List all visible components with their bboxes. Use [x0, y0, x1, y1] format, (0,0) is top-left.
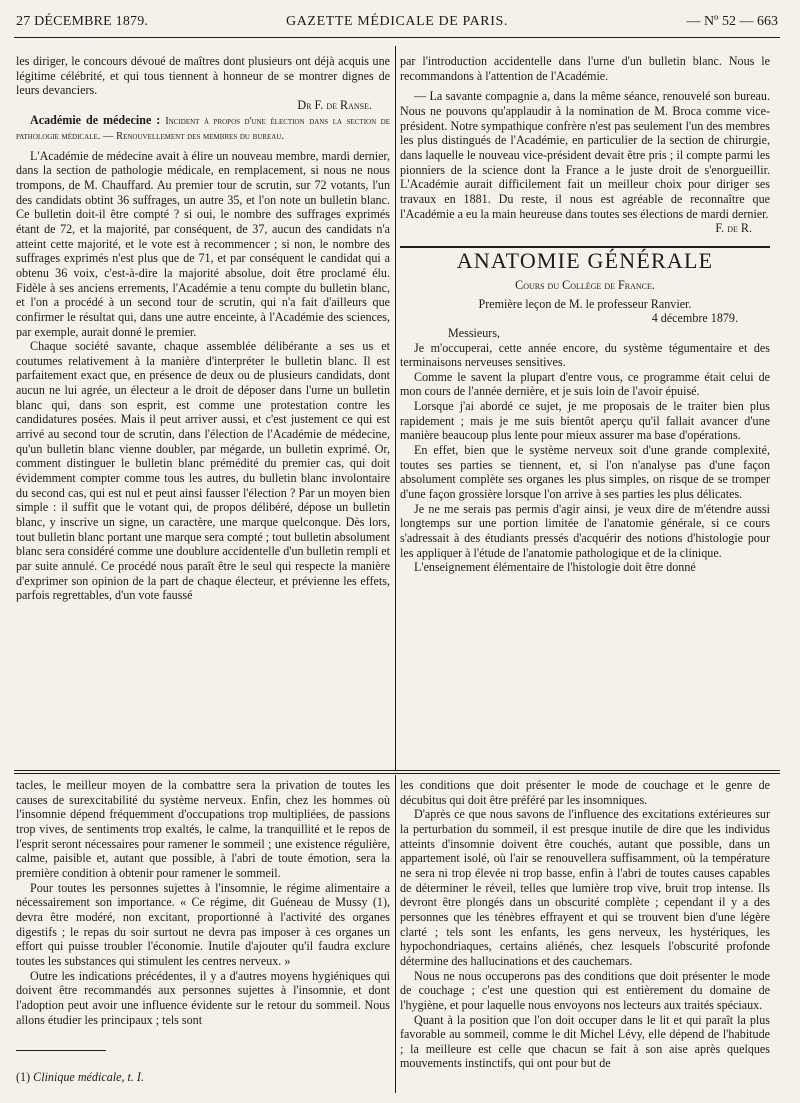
- paragraph: En effet, bien que le système nerveux soit d'une grande complexité, toutes ses parties se tiennent, et, si l'on n'analyse pas d'une façon absolument complète ses organes les plus simples, on risque de se tromper d'une façon grossière lorsque l'on arrive à ses parties les plus délicates.: [400, 443, 770, 502]
- paragraph: Comme le savent la plupart d'entre vous, ce programme était celui de mon cours de l'année dernière, et je suis loin de l'avoir épuisé.: [400, 369, 770, 399]
- paragraph: Je ne me serais pas permis d'agir ainsi, je veux dire de m'étendre aussi longtemps sur une portion limitée de l'anatomie générale, si ce cours s'adressait à des étudiants pressés d'acquérir des notions d'histologie pour les appliquer à l'étude de l'anatomie pathologique et de la clinique.: [400, 501, 770, 560]
- section-rule: [400, 246, 770, 248]
- footnote-rule: [16, 1050, 106, 1051]
- paragraph: tacles, le meilleur moyen de la combattre sera la privation de toutes les causes de surexcitabilité du système nerveux. Enfin, chez les hommes où l'insomnie dépend fréquemment d'occupations trop multipliées, de passions trop vives, de sentiments trop exaltés, le calme, la tranquillité et le repos de l'esprit seront nécessaires pour ramener le sommeil ; une existence régulière, calme, paisible et, autant que possible, à l'abri de toute émotion, sera la première condition à obtenir pour ramener le sommeil.: [16, 778, 390, 880]
- author-signature: F. de R.: [715, 221, 752, 236]
- left-column-top: [16, 54, 390, 768]
- page-number: — Nº 52 — 663: [686, 14, 778, 29]
- lecture-date: 4 décembre 1879.: [651, 311, 738, 326]
- issue-date: 27 DÉCEMBRE 1879.: [16, 14, 149, 29]
- salutation: Messieurs,: [448, 325, 501, 340]
- course-title: Cours du Collège de France.: [515, 277, 655, 292]
- right-column-bottom: [400, 778, 770, 1096]
- paragraph: Lorsque j'ai abordé ce sujet, je me proposais de le traiter bien plus rapidement ; mais je me suis bientôt aperçu qu'il fallait avancer d'une manière beaucoup plus lente pour mieux assurer ma base d'opérations.: [400, 399, 770, 443]
- paragraph: Je m'occuperai, cette année encore, du système tégumentaire et des terminaisons nerveuses sensitives.: [400, 340, 770, 370]
- column-divider: [395, 46, 396, 770]
- paragraph: Quant à la position que l'on doit occuper dans le lit et qui paraît la plus favorable au sommeil, comme le dit Michel Lévy, elle dépend de l'habitude ; la meilleure est celle que chacun se fait à son aise après quelques mouvements instinctifs, qui ont pour but de: [400, 1012, 770, 1071]
- left-column-bottom: [16, 778, 390, 1040]
- band-rule-upper: [14, 770, 780, 771]
- footnote: [16, 1070, 144, 1085]
- paragraph: D'après ce que nous savons de l'influence des excitations extérieures sur la perturbation du sommeil, il est presque inutile de dire que les individus atteints d'insomnie doivent être couchés, autant que possible, dans un appartement isolé, où l'air se renouvellera suffisamment, où la température ne sera ni trop élevée ni trop basse, enfin à l'abri de toutes causes capables de déterminer le réveil, telles que lumière trop vive, bruit trop intense. Ils devront être plongés dans un obscurité complète ; cependant il y a des personnes que les ténèbres effrayent et qui se trouvent bien d'une légère clarté ; tels sont les enfants, les gens nerveux, les hystériques, les hypochondriaques, certains aliénés, chez lesquels l'obscurité profonde détermine des hallucinations et des cauchemars.: [400, 807, 770, 968]
- paragraph: les conditions que doit présenter le mode de couchage et le genre de décubitus qui doit être préféré par les insomniques.: [400, 778, 770, 807]
- column-divider: [395, 775, 396, 1093]
- header-rule: [14, 37, 780, 38]
- paragraph: Chaque société savante, chaque assemblée délibérante a ses us et coutumes relativement à la manière d'interpréter le bulletin blanc. Il est parfaitement exact que, en présence de deux ou de plusieurs candidats, dont aucun ne lui agrée, un électeur a le droit de déposer dans l'urne un bulletin blanc qui, dans son esprit, est comme une protestation contre les candidatures posées. Mais il peut arriver aussi, et c'est justement ce qui est arrivé au second tour de scrutin, dans l'élection de l'Académie de médecine, qu'un bulletin blanc vienne doubler, par mégarde, un bulletin exprimé. Or, comment distinguer le bulletin blanc prémédité du premier cas, qui doit évidemment compter comme tous les autres, du bulletin blanc involontaire du second cas, qui est nul et peut ainsi fausser l'élection ? Par un moyen bien simple : il suffit que le votant qui, de propos délibéré, dépose un bulletin blanc, y inscrive un signe, un caractère, une marque quelconque. Dès lors, tout bulletin blanc portant une marque sera compté ; tout bulletin absolument blanc sera considéré comme une doublure accidentelle d'un bulletin rempli et par suite annulé. Ce procédé nous paraît être le seul qui respecte la manière d'exprimer son opinion de la part de chaque électeur, et prévienne les effets, parfois regrettables, d'un vote faussé: [16, 339, 390, 603]
- band-rule-lower: [14, 773, 780, 774]
- paragraph: Outre les indications précédentes, il y a d'autres moyens hygiéniques qui doivent être recommandés aux personnes sujettes à l'insomnie, et dont l'adoption peut avoir une influence évidente sur le retour du sommeil. Nous allons étudier les principaux ; tels sont: [16, 968, 390, 1027]
- footnote-marker: (1): [16, 1070, 31, 1084]
- paragraph: — La savante compagnie a, dans la même séance, renouvelé son bureau. Nous ne pouvons qu'applaudir à la nomination de M. Broca comme vice-président. Notre sympathique confrère n'est pas seulement l'un des membres les plus distingués de l'Académie, en particulier de la section de chirurgie, dans laquelle le nouveau vice-président devait être pris ; il compte parmi les pionniers de la science dont la France a le juste droit de s'enorgueillir. L'Académie aurait difficilement fait un meilleur choix pour diriger ses travaux en 1881. Du reste, il nous est agréable de reconnaître que l'Académie a eu la main heureuse dans toutes ses élections de mardi dernier.: [400, 89, 770, 221]
- right-column-top: [400, 54, 770, 768]
- paragraph: Pour toutes les personnes sujettes à l'insomnie, le régime alimentaire a nécessairement son importance. « Ce régime, dit Guéneau de Mussy (1), devra être modéré, non excitant, proportionné à l'activité des organes digestifs ; le repas du soir surtout ne devra pas imposer à ces organes un effort qui puisse troubler l'économie. Inutile d'ajouter qu'il faudra exclure toutes les substances qui stimulent les centres nerveux. »: [16, 880, 390, 968]
- author-signature: Dr F. de Ranse.: [297, 97, 372, 112]
- paragraph: les diriger, le concours dévoué de maîtres dont plusieurs ont déjà acquis une légitime célébrité, et qui tous tiennent à honneur de se montrer dignes de leurs devanciers.: [16, 54, 390, 98]
- section-heading: Académie de médecine : Incident à propos d'une élection dans la section de pathologie médicale. — Renouvellement des membres du bureau.: [16, 112, 390, 142]
- paragraph: L'enseignement élémentaire de l'histologie doit être donné: [414, 560, 696, 575]
- paragraph: L'Académie de médecine avait à élire un nouveau membre, mardi dernier, dans la section de pathologie médicale, en remplacement, si nous ne nous trompons, de M. Chauffard. Au premier tour de scrutin, sur 72 votants, l'un des candidats obtint 36 suffrages, un autre 35, et l'on note un bulletin blanc. Ce bulletin doit-il être compté ? si oui, le nombre des suffrages exprimés étant de 72, et la majorité, par conséquent, de 37, aucun des candidats n'a atteint cette majorité, et le vote est à recommencer ; si non, le nombre des suffrages exprimés n'est plus que de 71, et par conséquent le candidat qui a obtenu 36 voix, c'est-à-dire la majorité absolue, doit être proclamé élu. Fidèle à ses anciens errements, l'Académie a tenu compte du bulletin blanc, et l'on a procédé à un second tour de scrutin, qui n'a fait d'ailleurs que confirmer le résultat qui, dans une autre enceinte, à l'Académie des sciences, par exemple, aurait donné le premier.: [16, 148, 390, 339]
- journal-title: GAZETTE MÉDICALE DE PARIS.: [286, 14, 508, 29]
- section-title: ANATOMIE GÉNÉRALE: [456, 247, 714, 273]
- lecture-title: Première leçon de M. le professeur Ranvier.: [478, 296, 692, 311]
- footnote-text: Clinique médicale, t. I.: [33, 1070, 144, 1084]
- paragraph: Nous ne nous occuperons pas des conditions que doit présenter le mode de couchage ; c'est une question qui est entièrement du domaine de l'hygiène, et pour laquelle nous envoyons nos lecteurs aux traités spéciaux.: [400, 968, 770, 1012]
- paragraph: par l'introduction accidentelle dans l'urne d'un bulletin blanc. Nous le recommandons à l'attention de l'Académie.: [400, 54, 770, 83]
- page-header: [16, 14, 778, 36]
